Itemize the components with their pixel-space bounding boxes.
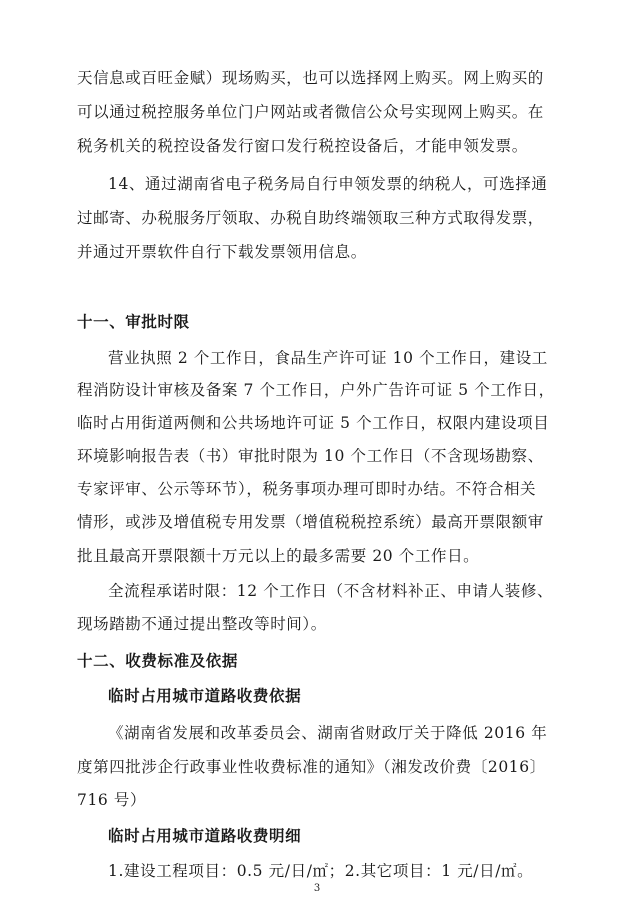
- text-line: 情形，或涉及增值税专用发票（增值税税控系统）最高开票限额审: [77, 513, 544, 531]
- text-line: 《湖南省发展和改革委员会、湖南省财政厅关于降低 2016 年: [108, 724, 548, 742]
- text-line: 营业执照 2 个工作日，食品生产许可证 10 个工作日，建设工: [108, 349, 548, 367]
- text-line: 环境影响报告表（书）审批时限为 10 个工作日（不含现场勘察、: [77, 447, 544, 465]
- text-line: 1.建设工程项目：0.5 元/日/㎡；2.其它项目：1 元/日/㎡。: [108, 862, 534, 880]
- text-line: 过邮寄、办税服务厅领取、办税自助终端领取三种方式取得发票，: [77, 209, 544, 227]
- text-line: 专家评审、公示等环节），税务事项办理可即时办结。不符合相关: [77, 480, 537, 498]
- section-title-approval-time: 十一、审批时限: [77, 313, 190, 331]
- page-number: 3: [313, 883, 321, 894]
- text-line: 批且最高开票限额十万元以上的最多需要 20 个工作日。: [77, 547, 480, 565]
- text-line: 天信息或百旺金赋）现场购买，也可以选择网上购买。网上购买的: [77, 69, 544, 87]
- subsection-title-fee-details: 临时占用城市道路收费明细: [108, 827, 302, 845]
- text-line: 716 号）: [77, 791, 147, 809]
- text-line: 临时占用街道两侧和公共场地许可证 5 个工作日，权限内建设项目: [77, 414, 550, 432]
- text-line: 现场踏勘不通过提出整改等时间）。: [77, 615, 327, 633]
- text-line: 税务机关的税控设备发行窗口发行税控设备后，才能申领发票。: [77, 137, 528, 155]
- text-line: 程消防设计审核及备案 7 个工作日，户外广告许可证 5 个工作日，: [77, 381, 555, 399]
- text-line: 度第四批涉企行政事业性收费标准的通知》（湘发改价费〔2016〕: [77, 758, 546, 776]
- text-line: 可以通过税控服务单位门户网站或者微信公众号实现网上购买。在: [77, 103, 544, 121]
- text-line: 并通过开票软件自行下载发票领用信息。: [77, 243, 367, 261]
- section-title-fees: 十二、收费标准及依据: [77, 652, 239, 670]
- text-line: 全流程承诺时限：12 个工作日（不含材料补正、申请人装修、: [108, 582, 554, 600]
- subsection-title-fee-basis: 临时占用城市道路收费依据: [108, 687, 302, 705]
- text-line: 14、通过湖南省电子税务局自行申领发票的纳税人，可选择通: [108, 175, 548, 193]
